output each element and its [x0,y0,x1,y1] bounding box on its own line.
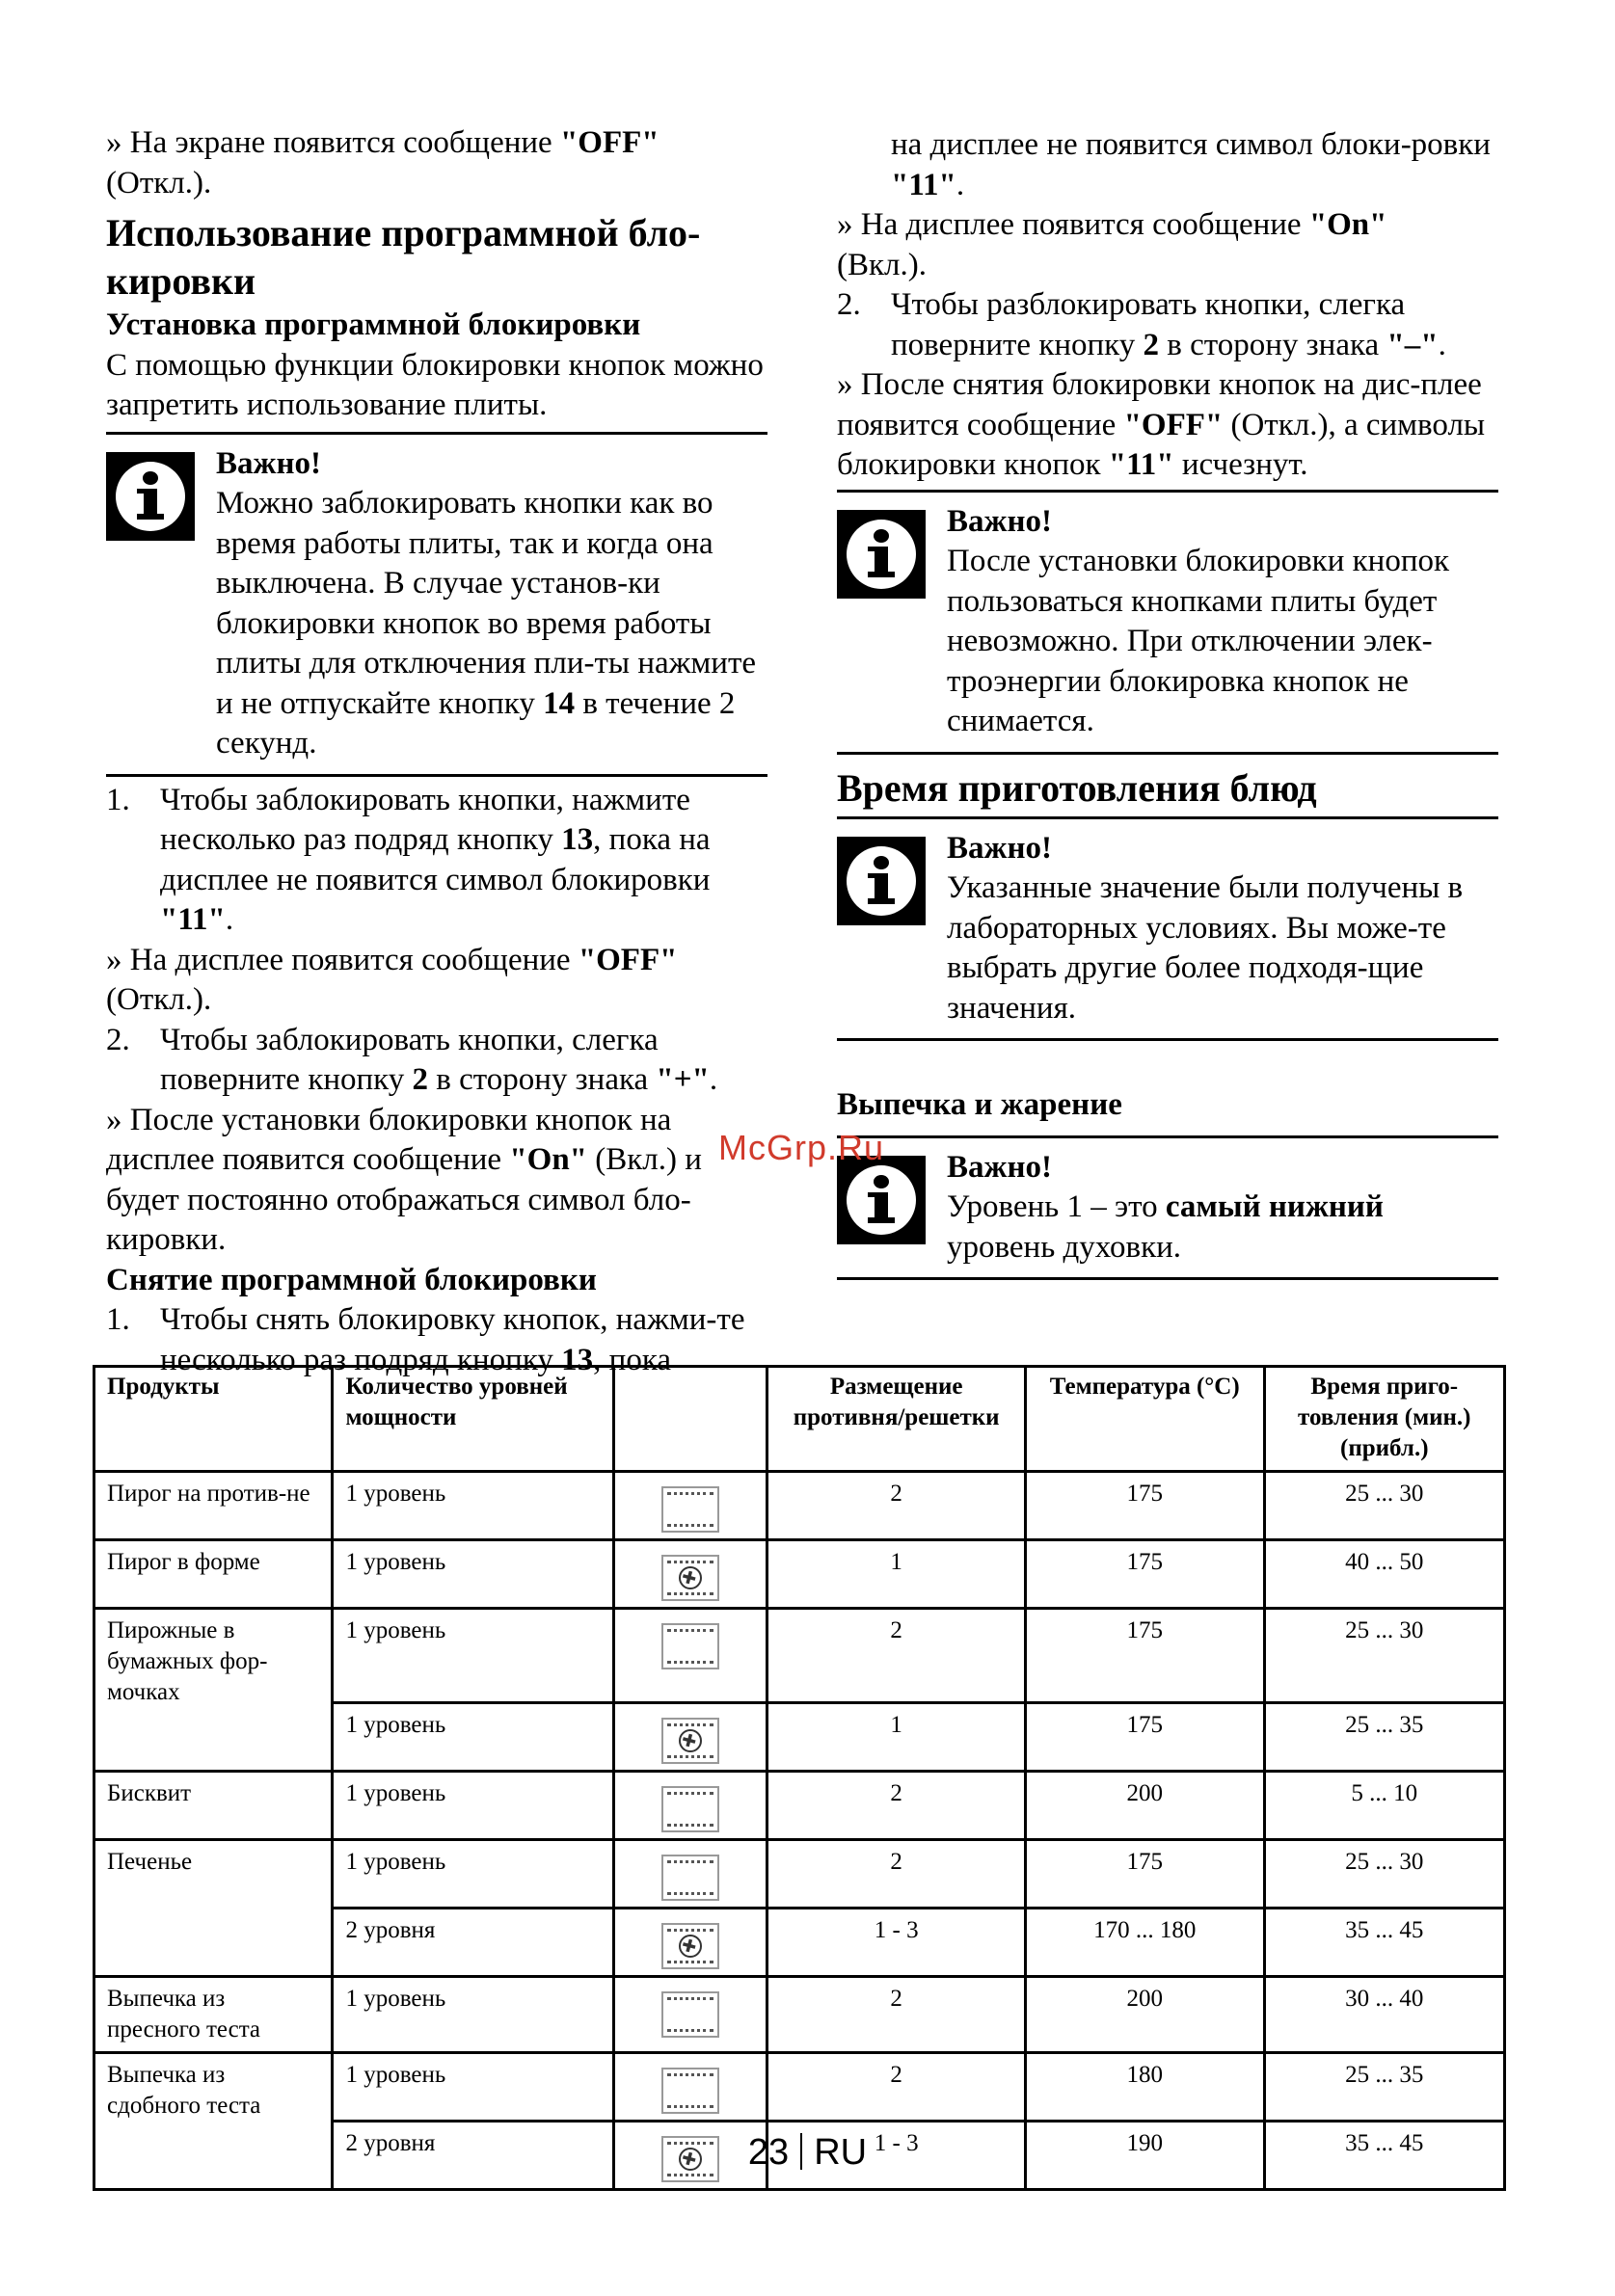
cell-shelf: 2 [767,2053,1025,2122]
table-row [94,1472,1505,1540]
cell-mode [613,1540,767,1609]
cell-temperature: 190 [1025,2122,1264,2190]
cell-mode [613,1840,767,1909]
subheading-remove: Снятие программной блокировки [106,1262,597,1297]
cell-shelf: 2 [767,1840,1025,1909]
fan-heat-icon [661,1718,719,1764]
cooking-table [93,1365,1506,2191]
subheading-install: Установка программной блокировки [106,307,641,342]
unlock-step-1-continued: на дисплее не появится символ блоки-ровки "11". [891,127,1491,202]
top-bottom-heat-icon [661,1486,719,1533]
cell-shelf: 2 [767,1977,1025,2053]
top-bottom-heat-icon [661,1786,719,1832]
cell-product: Бисквит [94,1772,333,1840]
cell-mode [613,1472,767,1540]
note-title: Важно! [947,830,1052,866]
table-row [94,1609,1505,1703]
cell-product: Печенье [94,1840,333,1977]
note-important-1 [106,435,767,774]
cell-time: 40 ... 50 [1264,1540,1504,1609]
cell-time: 25 ... 30 [1264,1472,1504,1540]
section-title-lock: Использование программной бло-кировки [106,211,701,303]
off-message: » На экране появится сообщение "OFF" (Откл.). [106,125,659,200]
language-code: RU [814,2132,868,2173]
info-icon [837,837,926,925]
header-temperature: Температура (°C) [1025,1367,1264,1472]
cell-temperature: 200 [1025,1977,1264,2053]
unlock-result-1: » На дисплее появится сообщение "On" (Вкл.). [837,207,1387,282]
subheading-baking: Выпечка и жарение [837,1087,1122,1122]
top-bottom-heat-icon [661,1623,719,1669]
cell-levels: 1 уровень [333,1977,613,2053]
unlock-step-2: 2. Чтобы разблокировать кнопки, слегка поверните кнопку 2 в сторону знака "–". [837,287,1446,362]
cell-mode [613,1772,767,1840]
cell-shelf: 1 - 3 [767,2122,1025,2190]
note-text: Можно заблокировать кнопки как во время работы плиты, так и когда она выключена. В случае установ-ки блокировки кнопок во время работы плиты для отключения пли-ты нажмите и не отпускайте кнопку 14 в течение 2 секунд. [216,486,757,761]
cell-time: 30 ... 40 [1264,1977,1504,2053]
cell-temperature: 170 ... 180 [1025,1909,1264,1977]
cell-mode [613,1609,767,1703]
table-row [94,2053,1505,2122]
cell-levels: 1 уровень [333,2053,613,2122]
note-text: Указанные значение были получены в лабораторных условиях. Вы може-те выбрать другие более подходя-щие значения. [947,870,1464,1026]
cell-shelf: 2 [767,1772,1025,1840]
cell-shelf: 2 [767,1472,1025,1540]
cell-temperature: 175 [1025,1609,1264,1703]
header-shelf: Размещение противня/решетки [767,1367,1025,1472]
table-header-row [94,1367,1505,1472]
info-icon [837,510,926,599]
cell-time: 25 ... 35 [1264,1703,1504,1772]
cell-levels: 2 уровня [333,1909,613,1977]
cell-product: Пирог на против-не [94,1472,333,1540]
cell-time: 25 ... 30 [1264,1609,1504,1703]
cell-levels: 1 уровень [333,1609,613,1703]
cell-shelf: 1 [767,1540,1025,1609]
table-row [94,1977,1505,2053]
table-row [94,1840,1505,1909]
cell-mode [613,1909,767,1977]
note-text: После установки блокировки кнопок пользоваться кнопками плиты будет невозможно. При отключении элек-троэнергии блокировка кнопок не снимается. [947,544,1450,738]
cell-temperature: 175 [1025,1840,1264,1909]
cell-temperature: 175 [1025,1540,1264,1609]
cell-time: 25 ... 35 [1264,2053,1504,2122]
cell-shelf: 1 - 3 [767,1909,1025,1977]
left-column [106,123,767,1380]
cell-levels: 1 уровень [333,1772,613,1840]
page-number: 23 [747,2132,790,2173]
cell-temperature: 175 [1025,1472,1264,1540]
cell-time: 35 ... 45 [1264,2122,1504,2190]
watermark: McGrp.Ru [718,1128,885,1167]
note-important-3 [837,819,1498,1039]
cell-product: Выпечка из пресного теста [94,1977,333,2053]
top-bottom-heat-icon [661,1991,719,2038]
top-bottom-heat-icon [661,1855,719,1901]
note-title: Важно! [216,445,321,481]
right-column [837,125,1498,1280]
section-title-cooking-time: Время приготовления блюд [837,765,1317,810]
lock-step-1: 1. Чтобы заблокировать кнопки, нажмите несколько раз подряд кнопку 13, пока на дисплее не появится символ блокировки "11". [106,782,711,937]
info-icon [106,452,195,541]
header-time: Время приго-товления (мин.) (прибл.) [1264,1367,1504,1472]
table-row [94,1540,1505,1609]
lock-result-1: » На дисплее появится сообщение "OFF" (Откл.). [106,942,678,1017]
header-mode [613,1367,767,1472]
note-important-2 [837,493,1498,752]
cell-levels: 1 уровень [333,1472,613,1540]
unlock-step-1: 1. Чтобы снять блокировку кнопок, нажми-те несколько раз подряд кнопку 13, пока [106,1302,745,1377]
cell-temperature: 175 [1025,1703,1264,1772]
cell-shelf: 2 [767,1609,1025,1703]
cell-levels: 2 уровня [333,2122,613,2190]
top-bottom-heat-icon [661,2068,719,2114]
fan-heat-icon [661,1923,719,1969]
table-row [94,1772,1505,1840]
note-title: Важно! [947,1149,1052,1185]
cell-mode [613,1703,767,1772]
info-icon [837,1156,926,1244]
cell-product: Пирожные в бумажных фор-мочках [94,1609,333,1772]
lock-result-2: » После установки блокировки кнопок на дисплее появится сообщение "On" (Вкл.) и будет постоянно отображаться символ бло-кировки. [106,1102,702,1257]
note-title: Важно! [947,503,1052,539]
install-text: С помощью функции блокировки кнопок можно запретить использование плиты. [106,347,764,422]
fan-heat-icon [661,1555,719,1601]
cell-time: 35 ... 45 [1264,1909,1504,1977]
header-products: Продукты [94,1367,333,1472]
cell-levels: 1 уровень [333,1540,613,1609]
note-text: Уровень 1 – это самый нижний уровень духовки. [947,1189,1384,1265]
cell-product: Выпечка из сдобного теста [94,2053,333,2190]
cell-mode [613,2053,767,2122]
note-important-4 [837,1138,1498,1278]
cell-time: 5 ... 10 [1264,1772,1504,1840]
cell-product: Пирог в форме [94,1540,333,1609]
cell-mode [613,1977,767,2053]
cell-levels: 1 уровень [333,1703,613,1772]
lock-step-2: 2. Чтобы заблокировать кнопки, слегка поверните кнопку 2 в сторону знака "+". [106,1022,718,1097]
cell-temperature: 200 [1025,1772,1264,1840]
cell-time: 25 ... 30 [1264,1840,1504,1909]
unlock-result-2: » После снятия блокировки кнопок на дис-плее появится сообщение "OFF" (Откл.), а символы блокировки кнопок "11" исчезнут. [837,367,1486,482]
cell-temperature: 180 [1025,2053,1264,2122]
page-footer [0,2132,1615,2174]
header-levels: Количество уровней мощности [333,1367,613,1472]
cell-shelf: 1 [767,1703,1025,1772]
cell-levels: 1 уровень [333,1840,613,1909]
